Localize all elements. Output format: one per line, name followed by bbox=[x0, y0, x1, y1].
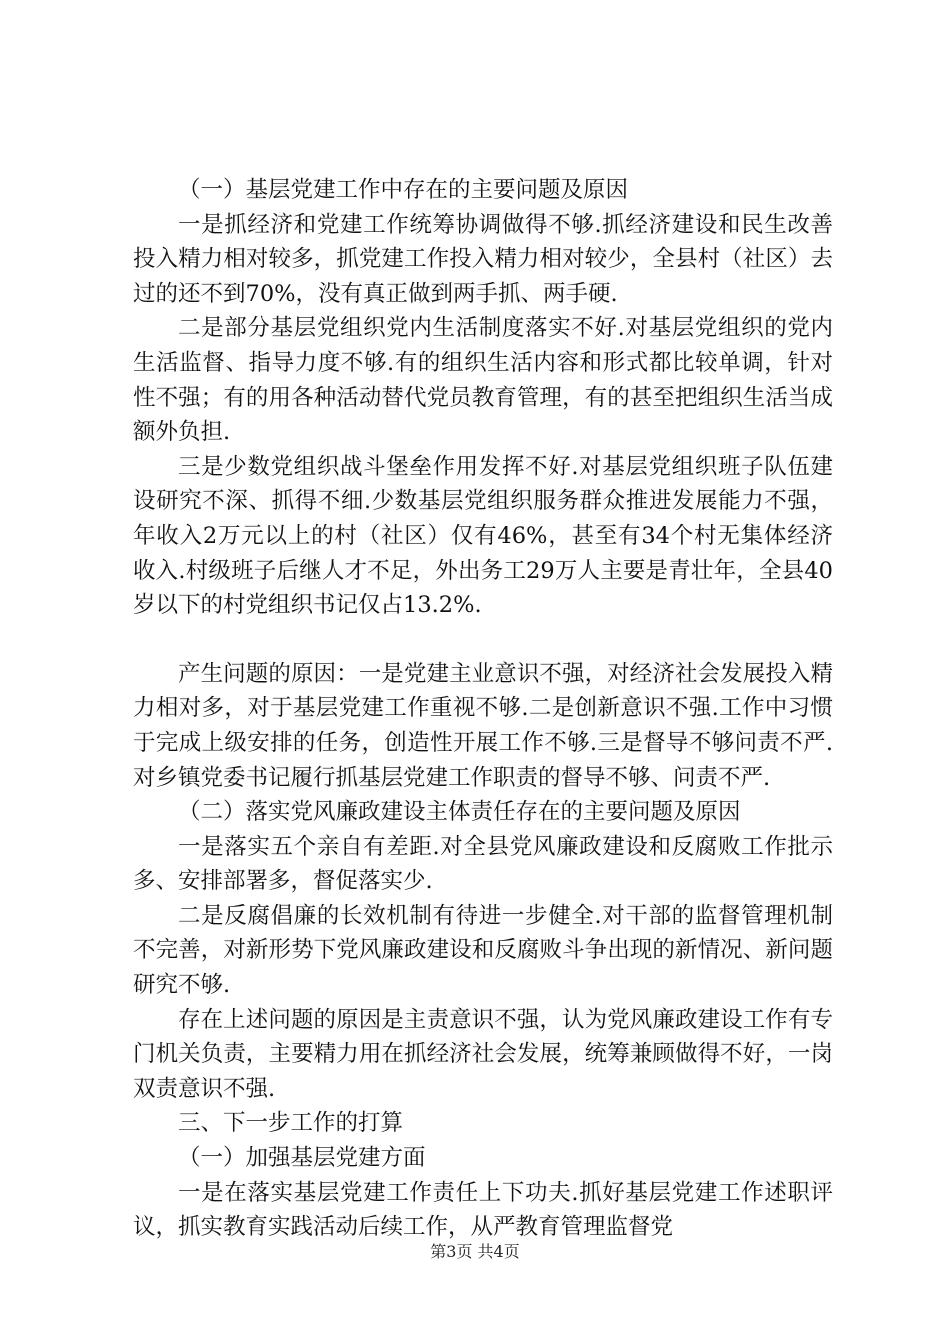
paragraph-anti-corruption-two: 二是反腐倡廉的长效机制有待进一步健全.对干部的监督管理机制不完善，对新形势下党风廉政建设和反腐败斗争出现的新情况、新问题研究不够. bbox=[133, 902, 833, 999]
paragraph-anti-corruption-one: 一是落实五个亲自有差距.对全县党风廉政建设和反腐败工作批示多、安排部署多，督促落实少. bbox=[133, 833, 833, 895]
section-heading-next-steps: 三、下一步工作的打算 bbox=[178, 1110, 404, 1137]
paragraph-problem-three: 三是少数党组织战斗堡垒作用发挥不好.对基层党组织班子队伍建设研究不深、抓得不细.少数基层党组织服务群众推进发展能力不强，年收入2万元以上的村（社区）仅有46%，甚至有34个村无集体经济收入.村级班子后继人才不足，外出务工29万人主要是青壮年，全县40岁以下的村党组织书记仅占13.2%. bbox=[133, 453, 833, 619]
paragraph-problem-two: 二是部分基层党组织党内生活制度落实不好.对基层党组织的党内生活监督、指导力度不够.有的组织生活内容和形式都比较单调，针对性不强；有的用各种活动替代党员教育管理，有的甚至把组织生活当成额外负担. bbox=[133, 315, 833, 446]
section-heading-party-building-problems: （一）基层党建工作中存在的主要问题及原因 bbox=[178, 177, 629, 203]
page-footer: 第3页 共4页 bbox=[430, 1242, 520, 1261]
section-heading-anti-corruption-problems: （二）落实党风廉政建设主体责任存在的主要问题及原因 bbox=[178, 799, 741, 826]
document-body bbox=[133, 173, 833, 1245]
paragraph-spacer bbox=[133, 623, 833, 657]
subsection-heading-strengthen-party-building: （一）加强基层党建方面 bbox=[178, 1145, 426, 1172]
paragraph-next-step-one: 一是在落实基层党建工作责任上下功夫.抓好基层党建工作述职评议，抓实教育实践活动后续工作，从严教育管理监督党 bbox=[133, 1179, 833, 1241]
paragraph-problem-causes: 产生问题的原因：一是党建主业意识不强，对经济社会发展投入精力相对多，对于基层党建工作重视不够.二是创新意识不强.工作中习惯于完成上级安排的任务，创造性开展工作不够.三是督导不够问责不严.对乡镇党委书记履行抓基层党建工作职责的督导不够、问责不严. bbox=[133, 660, 833, 791]
paragraph-problem-one: 一是抓经济和党建工作统筹协调做得不够.抓经济建设和民生改善投入精力相对较多，抓党建工作投入精力相对较少，全县村（社区）去过的还不到70%，没有真正做到两手抓、两手硬. bbox=[133, 211, 833, 307]
paragraph-anti-corruption-causes: 存在上述问题的原因是主责意识不强，认为党风廉政建设工作有专门机关负责，主要精力用在抓经济社会发展，统筹兼顾做得不好，一岗双责意识不强. bbox=[133, 1006, 833, 1102]
